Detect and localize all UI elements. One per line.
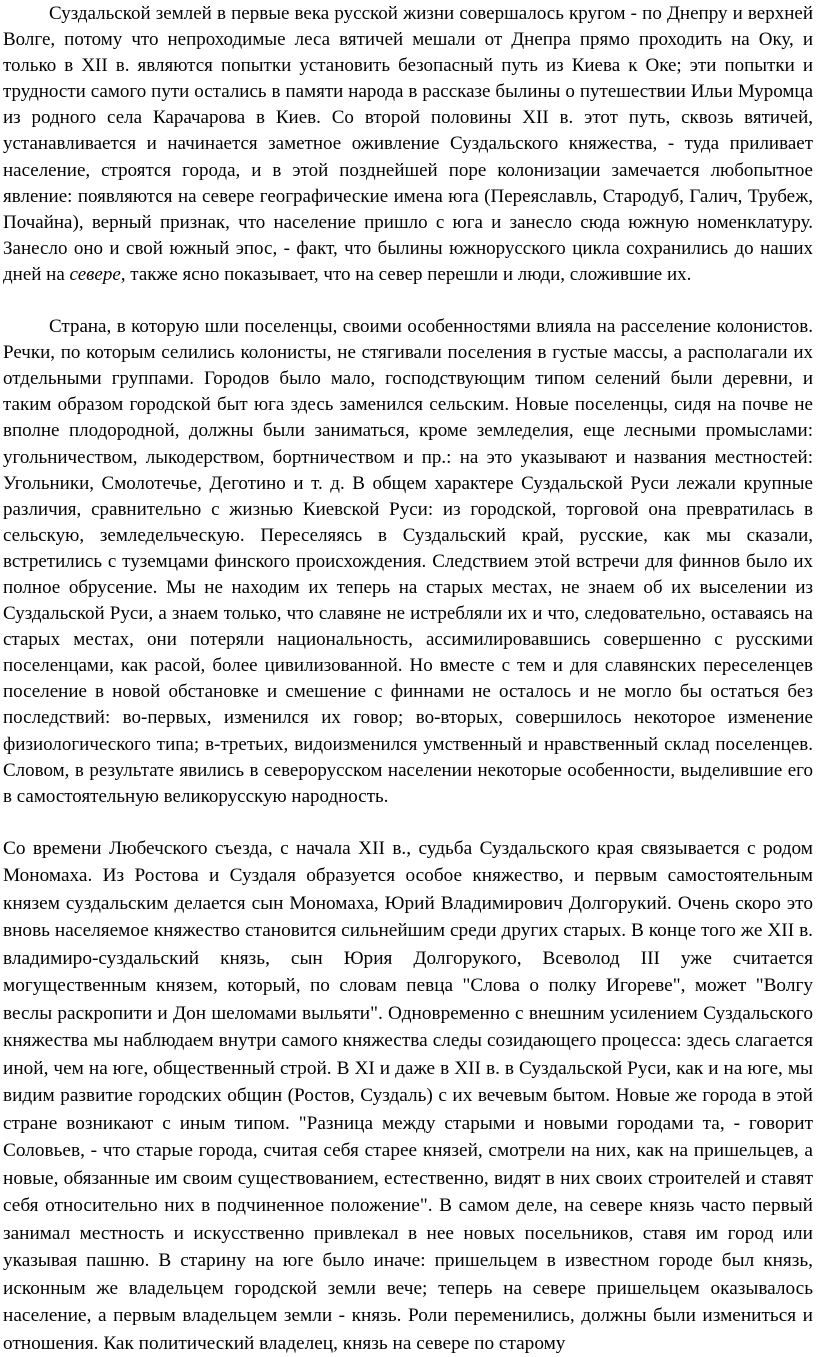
- paragraph-1-text: Суздальской землей в первые века русской жизни совершалось кругом - по Днепру и верхней Волге, потому что непроходимые леса вятичей мешали от Днепра прямо проходить на Оку, и только в XII в. являются попытки установить безопасный путь из Киева к Оке; эти попытки и трудности самого пути остались в памяти народа в рассказе былины о путешествии Ильи Муромца из родного села Карачарова в Киев. Со второй половины XII в. этот путь, сквозь вятичей, устанавливается и начинается заметное оживление Суздальского княжества, - туда приливает население, строятся города, и в этой позднейшей поре колонизации замечается любопытное явление: появляются на севере географические имена юга (Переяславль, Стародуб, Галич, Трубеж, Почайна), верный признак, что население пришло с юга и занесло сюда южную номенклатуру. Занесло оно и свой южный эпос, - факт, что былины южнорусского цикла сохранились до наших дней на: [3, 3, 813, 285]
- document-page: [3, 0, 813, 1357]
- paragraph-country-settlers: Страна, в которую шли поселенцы, своими особенностями влияла на расселение колонистов. Речки, по которым селились колонисты, не стягивали поселения в густые массы, а располагали их отдельными группами. Городов было мало, господствующим типом селений были деревни, и таким образом городской быт юга здесь заменился сельским. Новые поселенцы, сидя на почве не вполне плодородной, должны были заниматься, кроме земледелия, еще лесными промыслами: угольничеством, лыкодерством, бортничеством и пр.: на это указывают и названия местностей: Угольники, Смолотечье, Деготино и т. д. В общем характере Суздальской Руси лежали крупные различия, сравнительно с жизнью Киевской Руси: из городской, торговой она превратилась в сельскую, земледельческую. Переселяясь в Суздальский край, русские, как мы сказали, встретились с туземцами финского происхождения. Следствием этой встречи для финнов было их полное обрусение. Мы не находим их теперь на старых местах, не знаем об их выселении из Суздальской Руси, а знаем только, что славяне не истребляли их и что, следовательно, оставаясь на старых местах, они потеряли национальность, ассимилировавшись совершенно с русскими поселенцами, как расой, более цивилизованной. Но вместе с тем и для славянских переселенцев поселение в новой обстановке и смешение с финнами не осталось и не могло бы остаться без последствий: во-первых, изменился их говор; во-вторых, совершилось некоторое изменение физиологического типа; в-третьих, видоизменился умственный и нравственный склад поселенцев. Словом, в результате явились в северорусском населении некоторые особенности, выделившие его в самостоятельную великорусскую народность.: [3, 316, 813, 807]
- paragraph-1-text-end: также ясно показывает, что на север перешли и люди, сложившие их.: [130, 263, 692, 285]
- paragraph-1-emphasis: севере,: [69, 263, 126, 285]
- paragraph-lyubech-congress: Со времени Любечского съезда, с начала XII в., судьба Суздальского края связывается с родом Мономаха. Из Ростова и Суздаля образуется особое княжество, и первым самостоятельным князем суздальским делается сын Мономаха, Юрий Владимирович Долгорукий. Очень скоро это вновь населяемое княжество становится сильнейшим среди других старых. В конце того же XII в. владимиро-суздальский князь, сын Юрия Долгорукого, Всеволод III уже считается могущественным князем, который, по словам певца "Слова о полку Игореве", может "Волгу веслы раскропити и Дон шеломами выльяти". Одновременно с внешним усилением Суздальского княжества мы наблюдаем внутри самого княжества следы созидающего процесса: здесь слагается иной, чем на юге, общественный строй. В XI и даже в XII в. в Суздальской Руси, как и на юге, мы видим развитие городских общин (Ростов, Суздаль) с их вечевым бытом. Новые же города в этой стране возникают с иным типом. "Разница между старыми и новыми городами та, - говорит Соловьев, - что старые города, считая себя старее князей, смотрели на них, как на пришельцев, а новые, обязанные им своим существованием, естественно, видят в них своих строителей и ставят себя относительно них в подчиненное положение". В самом деле, на севере князь часто первый занимал местность и искусственно привлекал в нее новых посельников, ставя им город или указывая пашню. В старину на юге было иначе: пришельцем в известном городе был князь, исконным же владельцем городской земли вече; теперь на севере пришельцем оказывалось население, а первым владельцем земли - князь. Роли переменились, должны были измениться и отношения. Как политический владелец, князь на севере по старому: [3, 837, 813, 1354]
- paragraph-suzdal-colonization: [3, 1, 813, 288]
